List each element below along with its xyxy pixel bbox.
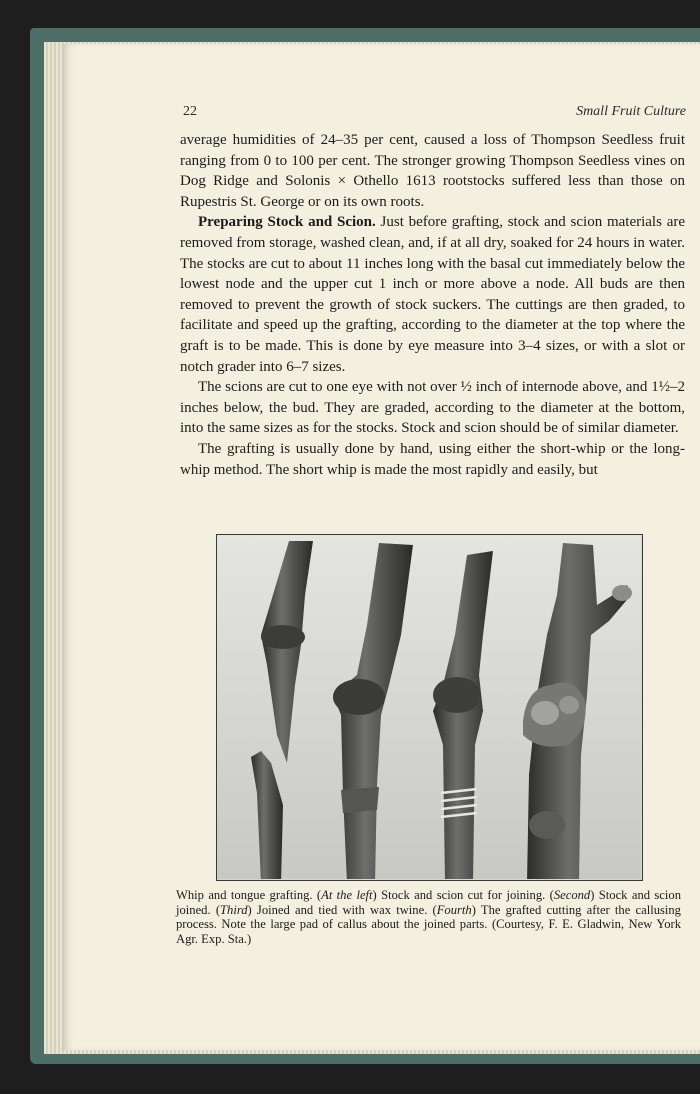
caption-run: ) Stock and scion cut for joining. ( xyxy=(372,888,554,902)
caption-run: At the left xyxy=(321,888,373,902)
caption-run: Second xyxy=(553,888,591,902)
caption-run: Whip and tongue grafting. ( xyxy=(176,888,322,902)
grafting-photo xyxy=(216,534,643,881)
paragraph-2 xyxy=(180,212,685,377)
caption-run: ) Stock and scion joined. ( xyxy=(176,888,681,917)
paragraph-1: average humidities of 24–35 per cent, caused a loss of Thompson Seedless fruit ranging from 0 to 100 per cent. The stronger growing Thompson Seedless vines on Dog Ridge and Solonis × Othello 1613 rootstocks suffered less than those on Rupestris St. George or on its own roots. xyxy=(180,132,685,210)
body-text xyxy=(180,130,685,480)
paragraph-4: The grafting is usually done by hand, using either the short-whip or the long-whip method. The short whip is made the most rapidly and easily, but xyxy=(180,440,685,478)
figure-caption xyxy=(176,888,681,946)
page-number: 22 xyxy=(183,104,197,119)
section-heading: Preparing Stock and Scion. xyxy=(198,214,376,231)
paragraph-2-text: Just before grafting, stock and scion materials are removed from storage, washed clean, and, if at all dry, soaked for 24 hours in water. The stocks are cut to about 11 inches long with the basal cut immediately below the lowest node and the upper cut 1 inch or more above a node. All buds are then removed to prevent the growth of stock suckers. The cuttings are then graded, to facilitate and speed up the grafting, according to the diameter at the top where the graft is to be made. This is done by eye measure into 3–4 sizes, or with a slot or notch grader into 6–7 sizes. xyxy=(180,214,685,375)
caption-run: ) Joined and tied with wax twine. ( xyxy=(247,902,437,917)
caption-run: ) The grafted cutting after the callusing process. Note the large pad of callus about the joined parts. (Courtesy, F. E. Gladwin, New York Agr. Exp. Sta.) xyxy=(176,902,681,946)
caption-run: Fourth xyxy=(436,902,472,917)
page-header xyxy=(183,104,686,124)
paragraph-3: The scions are cut to one eye with not over ½ inch of internode above, and 1½–2 inches below, the bud. They are graded, according to the diameter at the bottom, into the same sizes as for the stocks. Stock and scion should be of similar diameter. xyxy=(180,379,685,437)
running-title: Small Fruit Culture xyxy=(576,104,686,119)
caption-run: Third xyxy=(220,902,248,917)
